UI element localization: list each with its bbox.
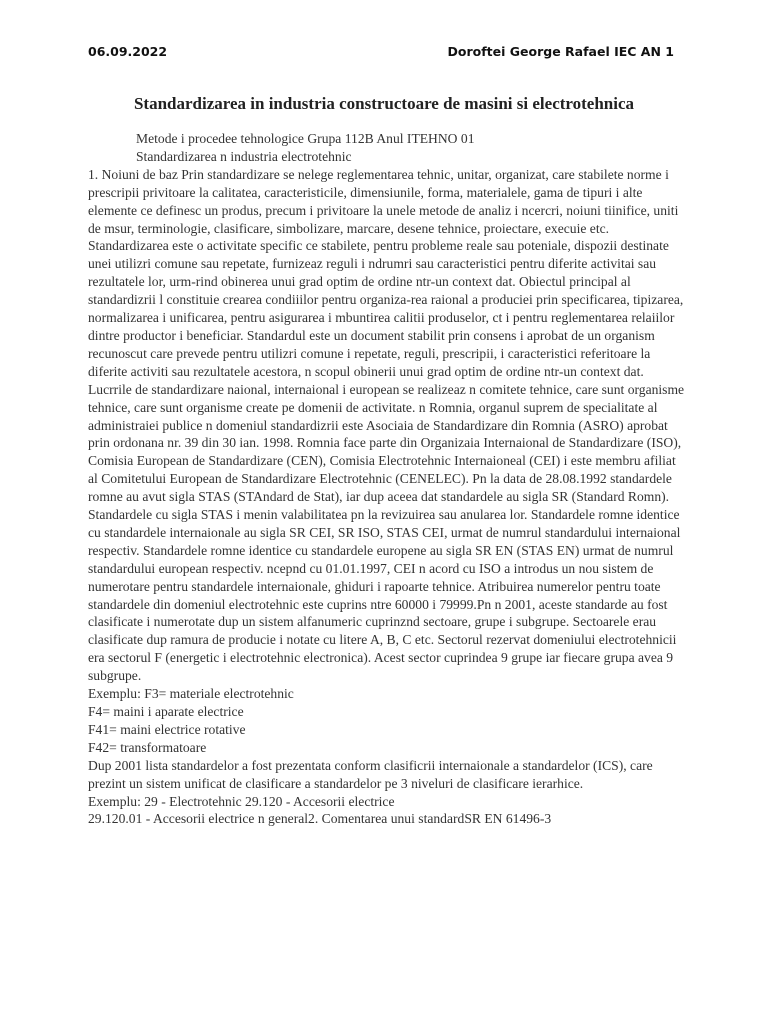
intro-line-course: Metode i procedee tehnologice Grupa 112B Anul ITEHNO 01 (136, 131, 475, 146)
example-line: F41= maini electrice rotative (88, 721, 246, 737)
document-title: Standardizarea in industria constructoare de masini si electrotehnica (133, 94, 635, 113)
example-line: F4= maini i aparate electrice (88, 704, 244, 719)
main-paragraph: 1. Noiuni de baz Prin standardizare se nelege reglementarea tehnic, unitar, organizat, care stabilete norme i prescripii privitoare la calitatea, caracteristicile, dimensiunile, forma, materialele, gama de tipuri i alte elemente ce definesc un produs, precum i privitoare la unele metode de analiz i ncercri, noiuni tiinifice, uniti de msur, terminologie, clasificare, simbolizare, marcare, desene tehnice, proiectare, execuie etc. Standardizarea este o activitate specific ce stabilete, pentru probleme reale sau poteniale, dispozii destinate unei utilizri comune sau repetate, furnizeaz reguli i ndrumri sau caracteristici pentru diferite activitai sau rezultatele lor, urm-rind obinerea unui grad optim de ordine ntr-un context dat. Obiectul principal al standardizrii l constituie crearea condiiilor pentru organiza-rea raional a produciei prin specificarea, tipizarea, normalizarea i unificarea, pentru asigurarea i mbuntirea calitii produselor, ct i pentru reglementarea relaiilor dintre productor i beneficiar. Standardul este un document stabilit prin consens i aprobat de un organism recunoscut care prevede pentru utilizri comune i repetate, reguli, prescripii, i caracteristici referitoare la diferite activiti sau rezultatele acestora, n scopul obinerii unui grad optim de ordine ntr-un context dat. Lucrrile de standardizare naional, internaional i european se realizeaz n comitete tehnice, care sunt organisme tehnice, care sunt organisme create pe domenii de activitate. n Romnia, organul suprem de specialitate al administraiei publice n domeniul standardizrii este Asociaia de Standardizare din Romnia (ASRO) aprobat prin ordonana nr. 39 din 30 ian. 1998. Romnia face parte din Organizaia Internaional de Standardizare (ISO), Comisia European de Standardizare (CEN), Comisia Electrotehnic Internaioneal (CEI) i este membru afiliat al Comitetului European de Standardizare Electrotehnic (CENELEC). Pn la data de 28.08.1992 standardele romne au avut sigla STAS (STAndard de Stat), iar dup aceea dat standardele au sigla SR (Standard Romn). Standardele cu sigla STAS i menin valabilitatea pn la revizuirea sau anularea lor. Standardele romne identice cu standardele internaionale au sigla SR CEI, SR ISO, STAS CEI, urmat de numrul standardului internaional respectiv. Standardele romne identice cu standardele europene au sigla SR EN (STAS EN) urmat de numrul standardului european respectiv. ncepnd cu 01.01.1997, CEI n acord cu ISO a introdus un nou sistem de numerotare pentru standardele internaionale, ghiduri i rapoarte tehnice. Atribuirea numerelor pentru toate standardele din domeniul electrotehnic este cuprins ntre 60000 i 79999.Pn n 2001, aceste standarde au fost clasificate i numerotate dup un sistem alfanumeric cuprinznd sectoare, grupe i subgrupe. Sectoarele erau clasificate dup ramura de producie i notate cu litere A, B, C etc. Sectorul rezervat domeniului electrotehnicii era sectorul F (energetic i electrotehnic electronica). Acest sector cuprindea 9 grupe iar fiecare grupa avea 9 subgrupe. (88, 166, 685, 684)
example-line: Exemplu: F3= materiale electrotehnic (88, 686, 294, 702)
page-header (88, 44, 674, 59)
header-author: Doroftei George Rafael IEC AN 1 (447, 44, 674, 59)
intro-line-topic: Standardizarea n industria electrotehnic (136, 148, 352, 164)
header-date: 06.09.2022 (88, 44, 168, 59)
ics-paragraph: Dup 2001 lista standardelor a fost prezentata conform clasificrii internaionale a standardelor (ICS), care prezint un sistem unificat de clasificare a standardelor pe 3 niveluri de clasificare ierarhice. (88, 757, 653, 791)
final-line: 29.120.01 - Accesorii electrice n general2. Comentarea unui standardSR EN 61496-3 (88, 811, 552, 827)
final-line: Exemplu: 29 - Electrotehnic 29.120 - Accesorii electrice (88, 793, 395, 809)
document-body (88, 130, 688, 828)
example-line: F42= transformatoare (88, 739, 207, 755)
